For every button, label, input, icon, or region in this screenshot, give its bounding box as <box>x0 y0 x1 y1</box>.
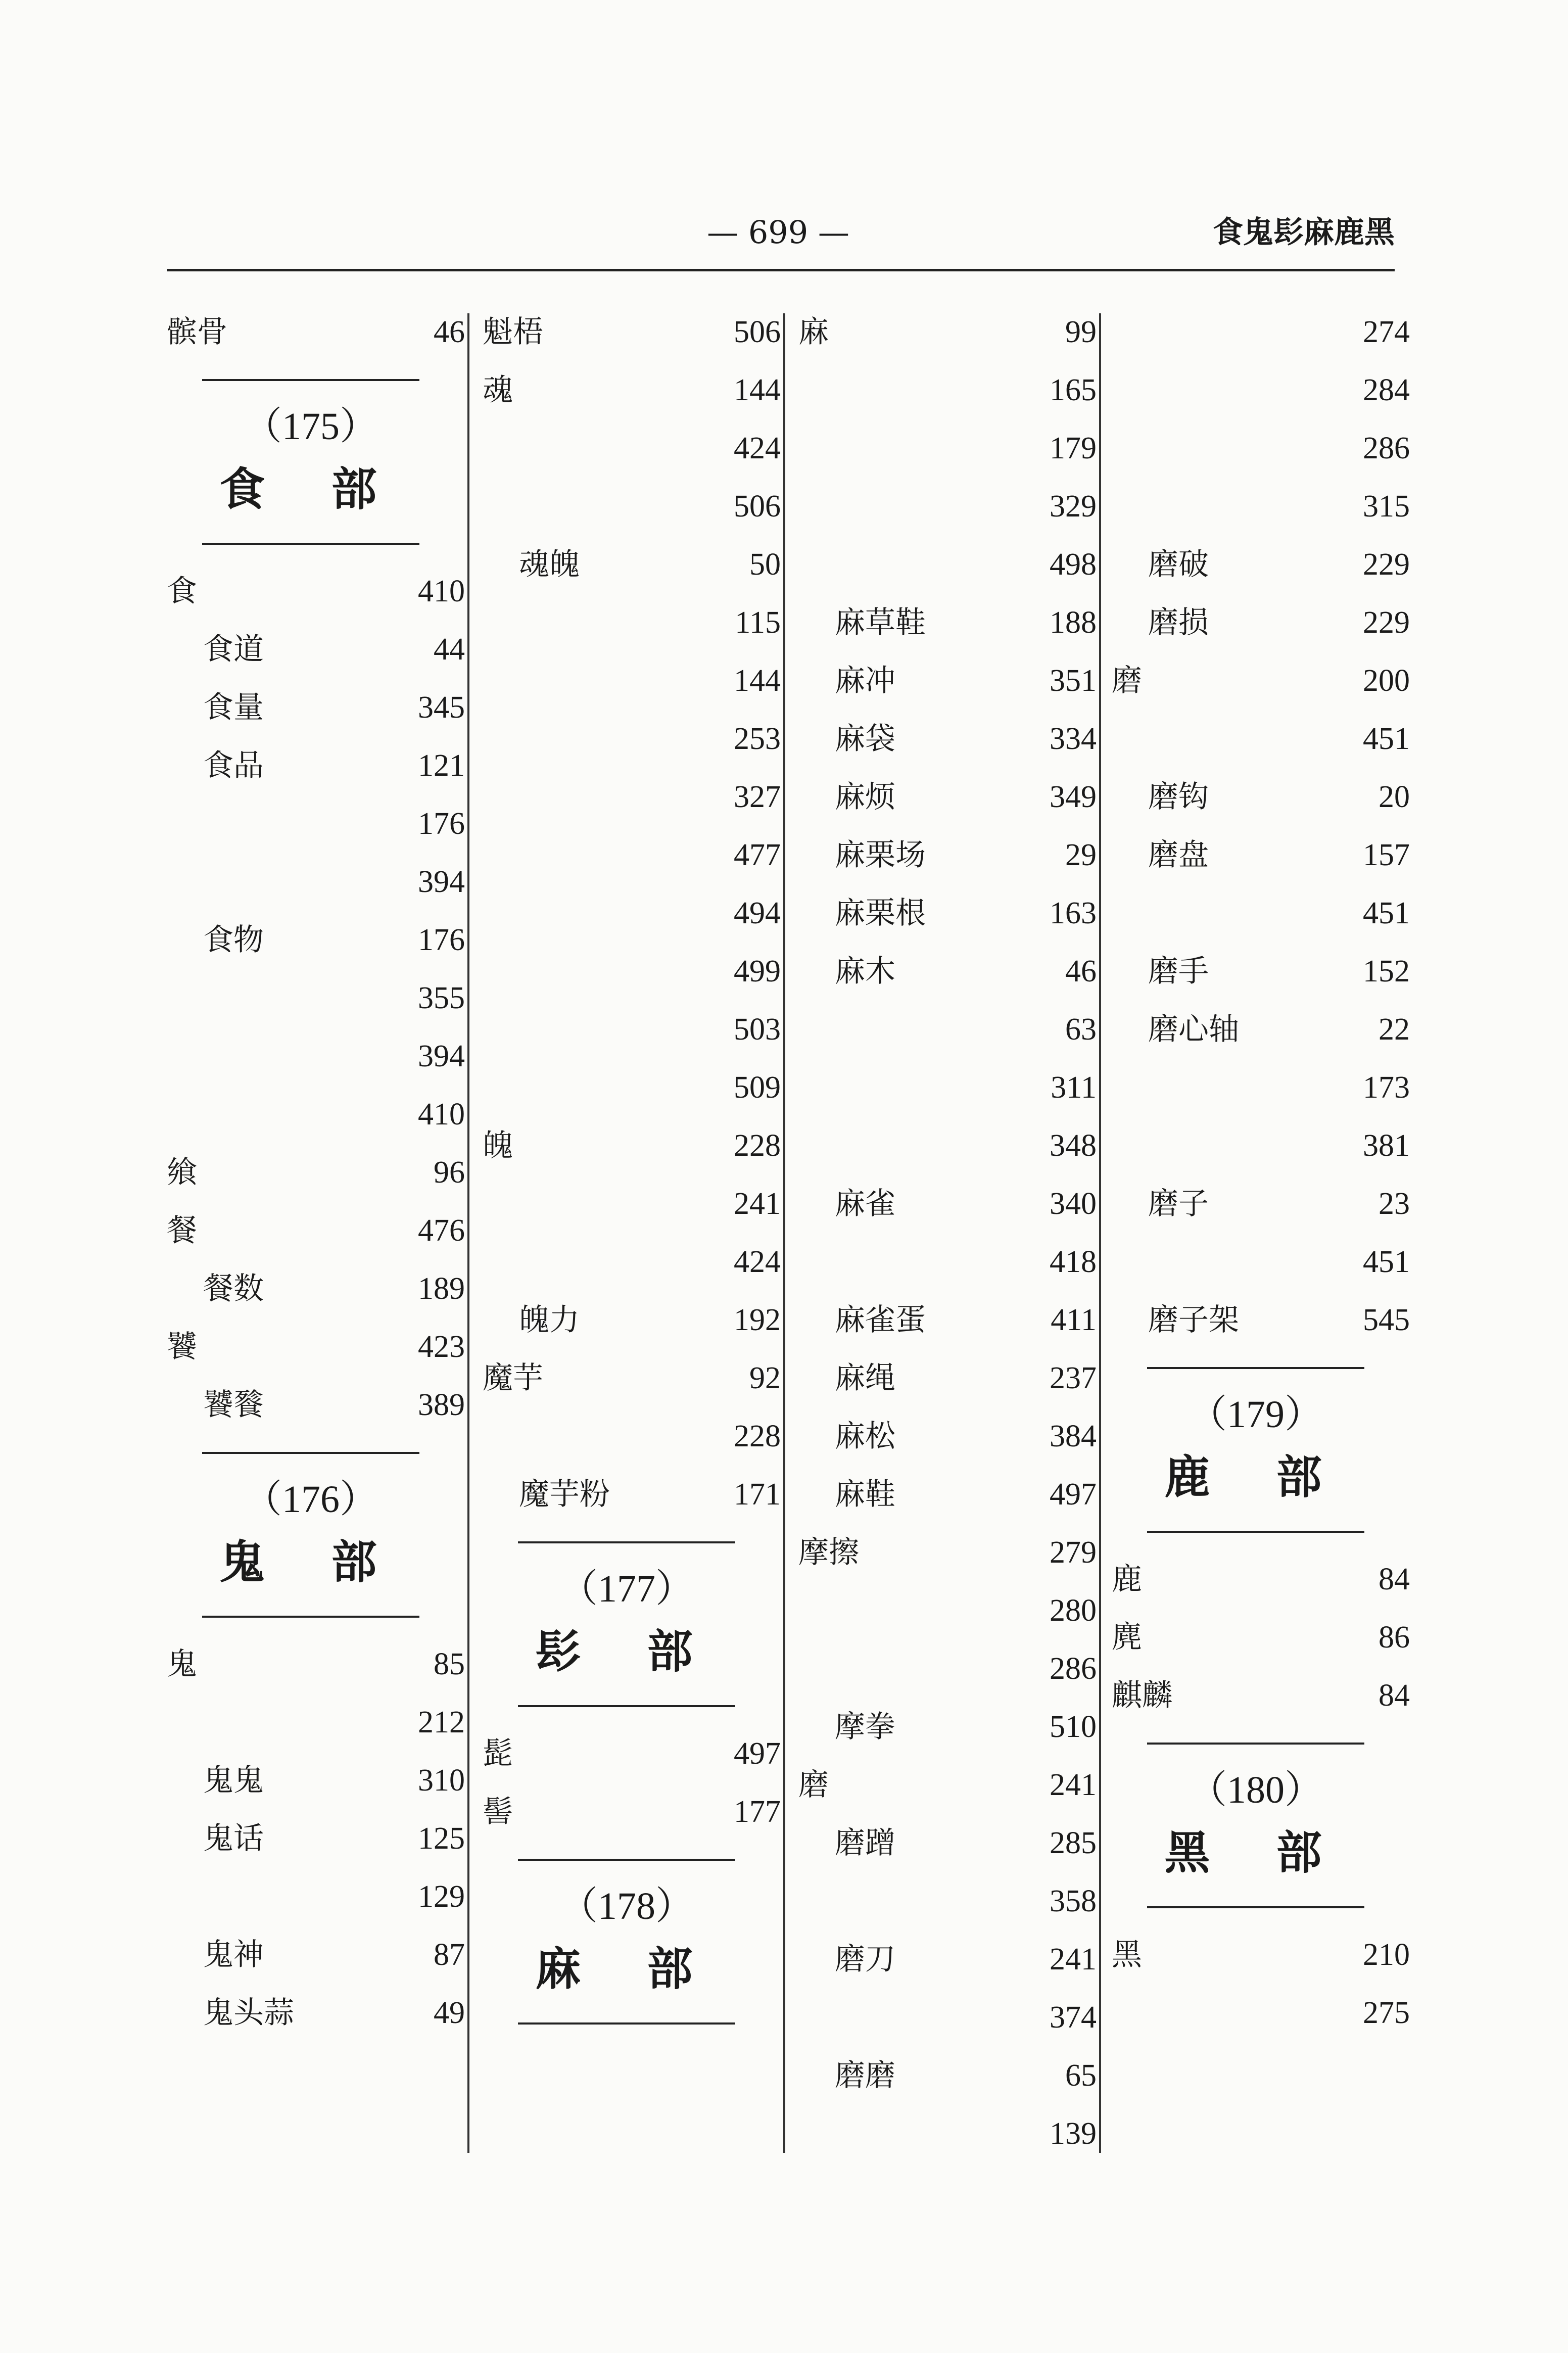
entry-page: 65 <box>1065 2058 1097 2093</box>
entry-term: 磨子架 <box>1148 1302 1239 1338</box>
entry-term: 磨损 <box>1148 605 1209 640</box>
index-subentry <box>167 1926 465 1984</box>
entry-term: 魁梧 <box>483 314 543 350</box>
index-subentry <box>1112 1291 1410 1349</box>
entry-page: 23 <box>1379 1187 1410 1221</box>
index-subentry <box>1112 1233 1410 1291</box>
section-heading <box>167 1472 419 1598</box>
index-subentry <box>483 884 781 943</box>
entry-page: 228 <box>734 1419 781 1453</box>
entry-page: 241 <box>1050 1942 1097 1976</box>
entry-term: 魄力 <box>519 1302 580 1338</box>
entry-term: 麂 <box>1112 1620 1142 1655</box>
section-heading <box>483 1561 735 1687</box>
section-number: （175） <box>244 405 378 448</box>
index-subentry <box>1112 1001 1410 1059</box>
entry-term: 飨 <box>167 1155 197 1190</box>
entry-term: 鬼鬼 <box>203 1763 264 1798</box>
entry-page: 176 <box>418 923 465 957</box>
entry-page: 476 <box>418 1213 465 1248</box>
entry-page: 384 <box>1050 1419 1097 1453</box>
entry-page: 506 <box>734 489 781 524</box>
index-subentry <box>483 1001 781 1059</box>
entry-page: 241 <box>734 1187 781 1221</box>
entry-page: 315 <box>1363 489 1410 524</box>
entry-term: 磨蹭 <box>835 1825 895 1861</box>
index-entry <box>483 303 781 361</box>
entry-term: 饕 <box>167 1329 197 1364</box>
entry-page: 165 <box>1050 373 1097 407</box>
index-entry <box>1112 1550 1410 1609</box>
entry-page: 49 <box>434 1996 465 2030</box>
section-title: 食 部 <box>219 463 402 516</box>
entry-page: 84 <box>1379 1678 1410 1713</box>
index-subentry <box>167 621 465 679</box>
index-subentry <box>167 1693 465 1752</box>
entry-page: 358 <box>1050 1884 1097 1918</box>
entry-term: 磨 <box>798 1767 829 1803</box>
index-entry <box>167 1202 465 1260</box>
index-entry <box>1112 1609 1410 1667</box>
index-subentry <box>798 1814 1097 1872</box>
index-subentry <box>1112 1117 1410 1175</box>
index-subentry <box>1112 1175 1410 1233</box>
entry-page: 327 <box>734 780 781 814</box>
section-number: （179） <box>1189 1393 1323 1436</box>
index-subentry <box>1112 419 1410 478</box>
entry-page: 274 <box>1363 315 1410 349</box>
entry-term: 食量 <box>203 690 264 725</box>
entry-page: 510 <box>1050 1710 1097 1744</box>
entry-page: 334 <box>1050 722 1097 756</box>
index-entry <box>798 1524 1097 1582</box>
section-number: （177） <box>559 1568 694 1610</box>
entry-page: 279 <box>1050 1535 1097 1570</box>
section-number: （178） <box>559 1885 694 1927</box>
index-subentry <box>1112 1059 1410 1117</box>
section-rule <box>518 1705 735 1707</box>
entry-page: 389 <box>418 1388 465 1422</box>
index-subentry <box>798 1640 1097 1698</box>
index-subentry <box>483 1233 781 1291</box>
index-subentry <box>167 737 465 795</box>
entry-page: 144 <box>734 664 781 698</box>
index-subentry <box>167 969 465 1027</box>
entry-page: 22 <box>1379 1012 1410 1047</box>
index-subentry <box>798 1989 1097 2047</box>
section-title: 鬼 部 <box>219 1536 402 1589</box>
index-subentry <box>483 536 781 594</box>
index-entry <box>167 562 465 621</box>
index-subentry <box>1112 943 1410 1001</box>
index-entry <box>167 303 465 361</box>
entry-term: 麻雀 <box>835 1186 895 1221</box>
header-rule <box>167 269 1395 271</box>
entry-page: 212 <box>418 1705 465 1739</box>
index-subentry <box>798 1349 1097 1407</box>
entry-term: 麒麟 <box>1112 1678 1172 1713</box>
section-rule <box>1147 1906 1364 1908</box>
entry-term: 魂魄 <box>519 547 580 582</box>
entry-page: 228 <box>734 1128 781 1163</box>
entry-page: 171 <box>734 1477 781 1512</box>
entry-page: 121 <box>418 748 465 783</box>
entry-term: 食品 <box>203 748 264 783</box>
index-subentry <box>167 911 465 969</box>
entry-page: 374 <box>1050 2000 1097 2035</box>
entry-page: 200 <box>1363 664 1410 698</box>
entry-term: 磨子 <box>1148 1186 1209 1221</box>
entry-page: 410 <box>418 1097 465 1132</box>
entry-page: 189 <box>418 1272 465 1306</box>
index-subentry <box>798 536 1097 594</box>
entry-page: 503 <box>734 1012 781 1047</box>
section-rule <box>1147 1367 1364 1369</box>
entry-page: 329 <box>1050 489 1097 524</box>
entry-term: 麻烦 <box>835 779 895 815</box>
entry-page: 394 <box>418 865 465 899</box>
entry-term: 麻栗场 <box>835 837 926 873</box>
index-entry <box>167 1635 465 1693</box>
entry-page: 545 <box>1363 1303 1410 1337</box>
entry-term: 鬼话 <box>203 1821 264 1856</box>
entry-term: 磨磨 <box>835 2058 895 2093</box>
section-number: （176） <box>244 1478 378 1521</box>
entry-term: 摩拳 <box>835 1709 895 1745</box>
entry-page: 173 <box>1363 1070 1410 1105</box>
entry-page: 498 <box>1050 547 1097 582</box>
section-heading <box>1112 1387 1364 1513</box>
index-subentry <box>167 1752 465 1810</box>
entry-page: 424 <box>734 431 781 465</box>
index-subentry <box>167 795 465 853</box>
index-subentry <box>167 1810 465 1868</box>
entry-page: 50 <box>749 547 781 582</box>
entry-page: 20 <box>1379 780 1410 814</box>
entry-page: 509 <box>734 1070 781 1105</box>
index-column-1 <box>167 303 465 2173</box>
entry-term: 麻绳 <box>835 1360 895 1396</box>
index-subentry <box>798 1698 1097 1756</box>
index-subentry <box>167 1027 465 1086</box>
entry-page: 144 <box>734 373 781 407</box>
entry-term: 麻栗根 <box>835 896 926 931</box>
entry-page: 163 <box>1050 896 1097 930</box>
section-title: 髟 部 <box>535 1625 718 1678</box>
index-subentry <box>798 1466 1097 1524</box>
column-rule <box>783 313 785 2153</box>
index-subentry <box>798 1059 1097 1117</box>
entry-term: 麻草鞋 <box>835 605 926 640</box>
index-subentry <box>167 1260 465 1318</box>
index-entry <box>798 303 1097 361</box>
entry-page: 411 <box>1051 1303 1097 1337</box>
entry-term: 饕餮 <box>203 1387 264 1423</box>
index-subentry <box>483 1291 781 1349</box>
index-subentry <box>483 478 781 536</box>
entry-term: 磨破 <box>1148 547 1209 582</box>
entry-page: 451 <box>1363 896 1410 930</box>
index-entry <box>483 1783 781 1841</box>
entry-page: 348 <box>1050 1128 1097 1163</box>
index-subentry <box>798 594 1097 652</box>
entry-term: 麻松 <box>835 1419 895 1454</box>
index-subentry <box>798 2105 1097 2163</box>
index-column-4 <box>1112 303 1410 2173</box>
section-heading <box>483 1878 735 2005</box>
entry-page: 87 <box>434 1938 465 1972</box>
index-entry <box>1112 652 1410 710</box>
entry-page: 253 <box>734 722 781 756</box>
index-entry <box>483 1725 781 1783</box>
index-subentry <box>798 1001 1097 1059</box>
index-subentry <box>798 1872 1097 1931</box>
index-subentry <box>1112 1984 1410 2042</box>
section-rule <box>202 379 419 381</box>
entry-page: 125 <box>418 1821 465 1856</box>
entry-page: 157 <box>1363 838 1410 872</box>
index-subentry <box>798 768 1097 826</box>
index-subentry <box>483 943 781 1001</box>
section-rule <box>518 1859 735 1861</box>
section-rule <box>1147 1743 1364 1745</box>
entry-page: 311 <box>1051 1070 1097 1105</box>
index-subentry <box>798 1407 1097 1466</box>
section-heading <box>1112 1762 1364 1889</box>
index-subentry <box>483 1059 781 1117</box>
index-subentry <box>798 1233 1097 1291</box>
index-column-2 <box>483 303 781 2173</box>
index-column-3 <box>798 303 1097 2173</box>
entry-page: 63 <box>1065 1012 1097 1047</box>
entry-page: 99 <box>1065 315 1097 349</box>
entry-page: 192 <box>734 1303 781 1337</box>
entry-page: 423 <box>418 1330 465 1364</box>
column-rule <box>467 313 469 2153</box>
entry-page: 84 <box>1379 1562 1410 1596</box>
index-subentry <box>1112 768 1410 826</box>
index-entry <box>1112 1926 1410 1984</box>
entry-page: 284 <box>1363 373 1410 407</box>
entry-page: 497 <box>1050 1477 1097 1512</box>
index-subentry <box>798 1931 1097 1989</box>
entry-term: 麻木 <box>835 954 895 989</box>
entry-page: 44 <box>434 632 465 667</box>
entry-term: 磨钩 <box>1148 779 1209 815</box>
section-rule <box>1147 1531 1364 1533</box>
index-subentry <box>798 419 1097 478</box>
entry-page: 129 <box>418 1879 465 1914</box>
index-subentry <box>1112 361 1410 419</box>
page-number: — 699 — <box>707 214 849 251</box>
index-subentry <box>798 652 1097 710</box>
entry-page: 86 <box>1379 1620 1410 1655</box>
index-subentry <box>483 710 781 768</box>
entry-page: 275 <box>1363 1996 1410 2030</box>
index-subentry <box>798 1117 1097 1175</box>
entry-page: 237 <box>1050 1361 1097 1395</box>
entry-page: 506 <box>734 315 781 349</box>
index-subentry <box>483 768 781 826</box>
entry-page: 210 <box>1363 1938 1410 1972</box>
entry-page: 280 <box>1050 1593 1097 1628</box>
entry-page: 229 <box>1363 547 1410 582</box>
section-heading <box>167 399 419 525</box>
index-subentry <box>798 826 1097 884</box>
section-title: 麻 部 <box>535 1943 718 1996</box>
entry-page: 345 <box>418 690 465 725</box>
index-subentry <box>798 1582 1097 1640</box>
index-subentry <box>798 478 1097 536</box>
index-entry <box>483 1349 781 1407</box>
entry-page: 29 <box>1065 838 1097 872</box>
index-subentry <box>1112 710 1410 768</box>
index-subentry <box>483 652 781 710</box>
entry-page: 46 <box>1065 954 1097 989</box>
entry-term: 黑 <box>1112 1937 1142 1972</box>
entry-page: 424 <box>734 1245 781 1279</box>
entry-term: 髌骨 <box>167 314 227 350</box>
entry-term: 餐 <box>167 1213 197 1248</box>
index-subentry <box>167 1086 465 1144</box>
entry-term: 髭 <box>483 1736 513 1771</box>
entry-page: 477 <box>734 838 781 872</box>
index-entry <box>167 1144 465 1202</box>
index-subentry <box>483 594 781 652</box>
entry-page: 451 <box>1363 1245 1410 1279</box>
entry-page: 349 <box>1050 780 1097 814</box>
entry-page: 139 <box>1050 2116 1097 2151</box>
index-subentry <box>167 853 465 911</box>
section-rule <box>202 543 419 545</box>
index-entry <box>167 1318 465 1376</box>
entry-term: 摩擦 <box>798 1535 859 1570</box>
entry-term: 魂 <box>483 372 513 408</box>
entry-page: 229 <box>1363 605 1410 640</box>
entry-term: 魔芋粉 <box>519 1477 610 1512</box>
entry-term: 麻雀蛋 <box>835 1302 926 1338</box>
entry-page: 340 <box>1050 1187 1097 1221</box>
index-subentry <box>483 1175 781 1233</box>
entry-page: 351 <box>1050 664 1097 698</box>
column-rule <box>1099 313 1101 2153</box>
section-rule <box>518 1541 735 1543</box>
entry-page: 152 <box>1363 954 1410 989</box>
index-entry <box>798 1756 1097 1814</box>
entry-term: 食物 <box>203 922 264 958</box>
section-rule <box>202 1452 419 1454</box>
entry-term: 魄 <box>483 1128 513 1163</box>
index-subentry <box>798 1291 1097 1349</box>
entry-term: 麻鞋 <box>835 1477 895 1512</box>
entry-page: 96 <box>434 1155 465 1190</box>
entry-term: 鬼 <box>167 1646 197 1682</box>
index-subentry <box>167 1984 465 2042</box>
index-subentry <box>167 1868 465 1926</box>
entry-page: 451 <box>1363 722 1410 756</box>
entry-term: 食道 <box>203 632 264 667</box>
entry-page: 115 <box>735 605 781 640</box>
entry-page: 499 <box>734 954 781 989</box>
entry-term: 鬼头蒜 <box>203 1995 294 2031</box>
entry-term: 磨手 <box>1148 954 1209 989</box>
index-subentry <box>167 679 465 737</box>
index-subentry <box>483 419 781 478</box>
entry-page: 179 <box>1050 431 1097 465</box>
entry-page: 241 <box>1050 1768 1097 1802</box>
entry-page: 92 <box>749 1361 781 1395</box>
index-subentry <box>1112 594 1410 652</box>
entry-page: 410 <box>418 574 465 608</box>
entry-page: 418 <box>1050 1245 1097 1279</box>
entry-page: 494 <box>734 896 781 930</box>
index-entry <box>483 361 781 419</box>
index-subentry <box>1112 536 1410 594</box>
entry-page: 394 <box>418 1039 465 1073</box>
index-subentry <box>798 943 1097 1001</box>
entry-term: 磨心轴 <box>1148 1012 1239 1047</box>
entry-term: 磨刀 <box>835 1942 895 1977</box>
index-subentry <box>1112 826 1410 884</box>
index-subentry <box>1112 478 1410 536</box>
entry-term: 鹿 <box>1112 1562 1142 1597</box>
entry-page: 286 <box>1363 431 1410 465</box>
section-rule <box>202 1616 419 1618</box>
section-number: （180） <box>1189 1769 1323 1811</box>
index-subentry <box>1112 884 1410 943</box>
entry-term: 麻袋 <box>835 721 895 757</box>
entry-page: 46 <box>434 315 465 349</box>
index-subentry <box>798 2047 1097 2105</box>
entry-term: 餐数 <box>203 1271 264 1306</box>
entry-page: 285 <box>1050 1826 1097 1860</box>
entry-term: 麻冲 <box>835 663 895 698</box>
section-rule <box>518 2022 735 2025</box>
index-subentry <box>798 884 1097 943</box>
entry-page: 381 <box>1363 1128 1410 1163</box>
index-subentry <box>483 1466 781 1524</box>
index-subentry <box>798 1175 1097 1233</box>
index-subentry <box>483 1407 781 1466</box>
index-entry <box>1112 1667 1410 1725</box>
entry-page: 310 <box>418 1763 465 1798</box>
entry-term: 磨 <box>1112 663 1142 698</box>
entry-page: 176 <box>418 807 465 841</box>
index-entry <box>483 1117 781 1175</box>
entry-term: 魔芋 <box>483 1360 543 1396</box>
entry-page: 286 <box>1050 1652 1097 1686</box>
section-title: 鹿 部 <box>1164 1451 1347 1504</box>
section-title: 黑 部 <box>1164 1826 1347 1879</box>
index-subentry <box>167 1376 465 1434</box>
running-head: 食鬼髟麻鹿黑 <box>1213 215 1395 250</box>
entry-page: 85 <box>434 1647 465 1681</box>
entry-term: 髻 <box>483 1794 513 1829</box>
entry-term: 麻 <box>798 314 829 350</box>
entry-page: 355 <box>418 981 465 1015</box>
entry-term: 鬼神 <box>203 1937 264 1972</box>
index-subentry <box>798 361 1097 419</box>
index-subentry <box>483 826 781 884</box>
entry-page: 497 <box>734 1736 781 1771</box>
entry-term: 磨盘 <box>1148 837 1209 873</box>
entry-page: 177 <box>734 1795 781 1829</box>
entry-page: 188 <box>1050 605 1097 640</box>
index-subentry <box>1112 303 1410 361</box>
entry-term: 食 <box>167 574 197 609</box>
index-subentry <box>798 710 1097 768</box>
